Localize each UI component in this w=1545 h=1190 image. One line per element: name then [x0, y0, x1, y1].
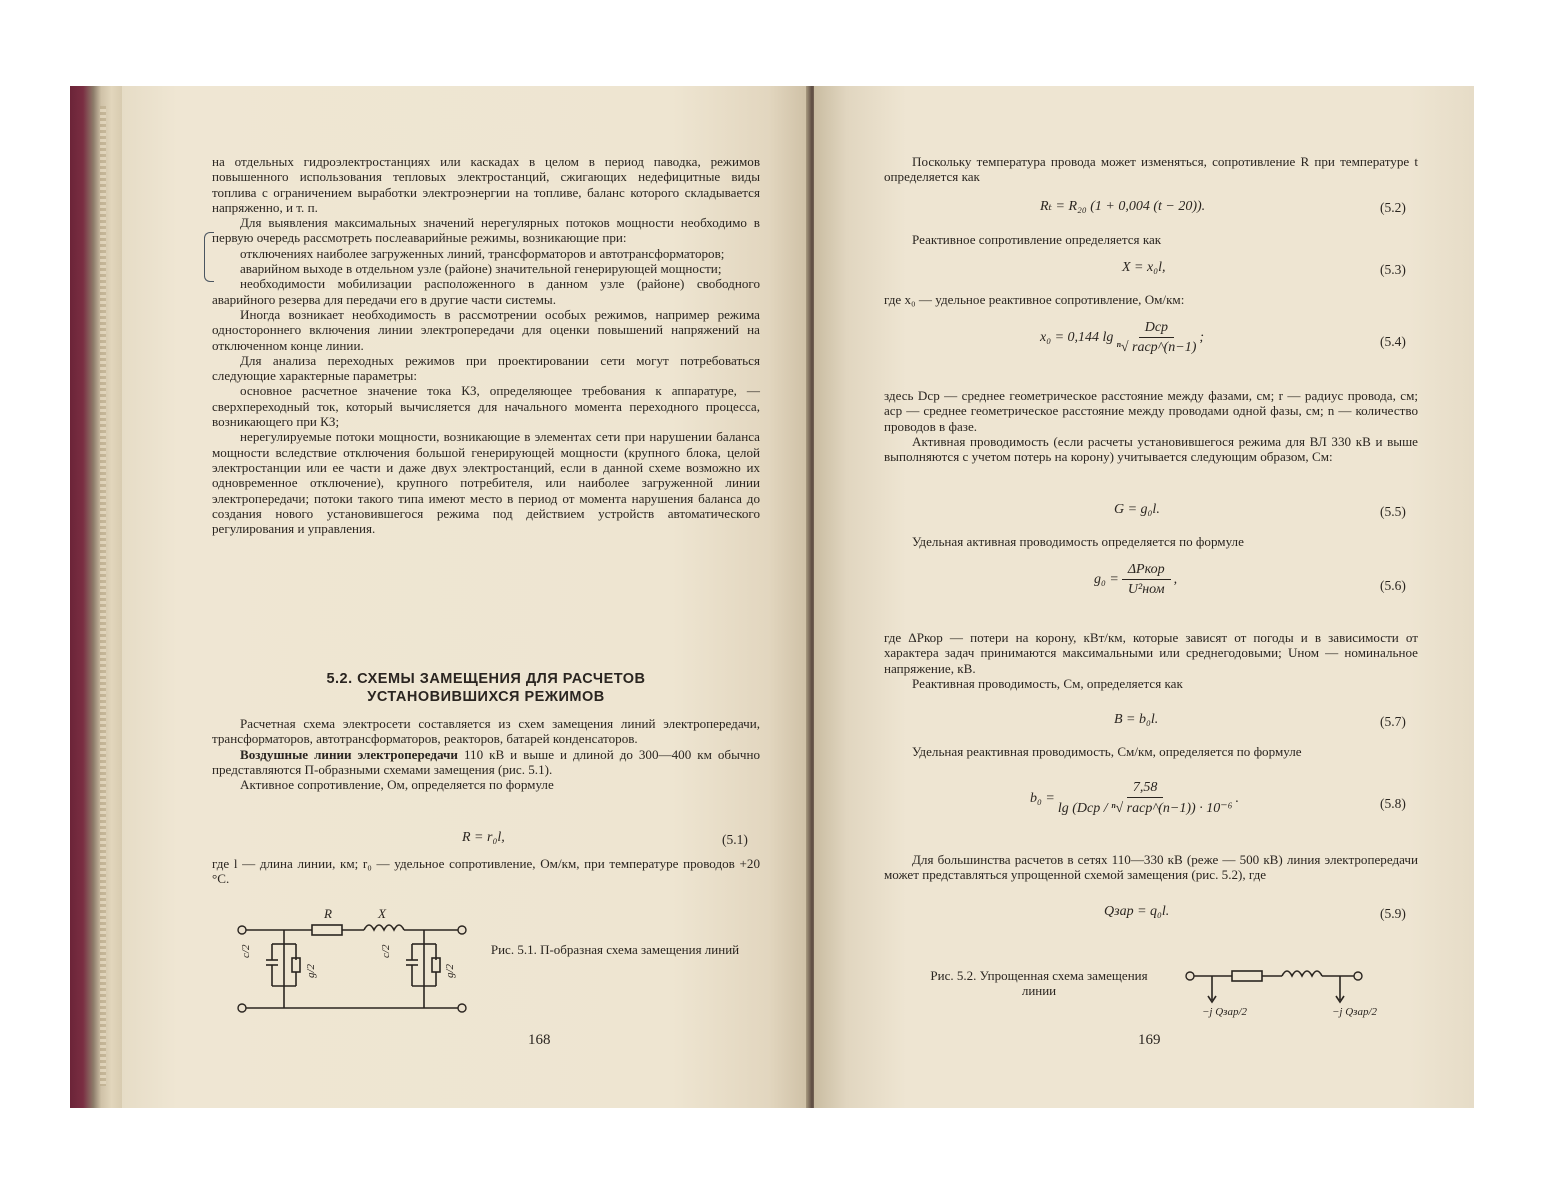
right-page [814, 86, 1474, 1108]
right-para-2: Реактивное сопротивление определяется как [912, 232, 1162, 247]
eqno-5-5: (5.5) [1380, 504, 1406, 519]
right-para-2-block [884, 232, 1418, 247]
left-list-4: основное расчетное значение тока КЗ, определяющее требования к аппаратуре, — сверхпереходный ток, который вычисляется для начального момента переходного процесса, возникающего при КЗ; [212, 383, 760, 430]
formula-5-1: R = r₀l, [462, 830, 505, 845]
formula-5-8-num: 7,58 [1127, 780, 1164, 798]
formula-5-4-num: Dср [1139, 320, 1174, 338]
fig-5-1-label-R: R [324, 906, 332, 921]
eqno-5-6: (5.6) [1380, 578, 1406, 593]
formula-5-8-lhs: b₀ = [1030, 790, 1055, 806]
left-para-6-bold: Воздушные линии электропередачи [240, 746, 458, 762]
left-para-5: Расчетная схема электросети составляется из схем замещения линий электропередачи, трансформаторов, автотрансформаторов, реакторов, батарей конденсаторов. [212, 716, 760, 747]
left-list-3: необходимости мобилизации расположенного в данном узле (районе) свободного аварийного резерва для передачи его в другие части системы. [212, 276, 760, 307]
right-page-number: 169 [1138, 1032, 1161, 1048]
left-page [122, 86, 810, 1108]
formula-5-4-fraction [1116, 320, 1196, 356]
figure-5-1-circuit [222, 906, 482, 1016]
right-para-6-block [884, 534, 1418, 549]
left-list-5: нерегулируемые потоки мощности, возникающие в элементах сети при нарушении баланса мощности вследствие отключения большой генерирующей мощности (крупного блока, целой электростанции или ее части и даже двух электростанций, если в данной схеме возможно их одновременное отключение), крупного потребителя, или наиболее загруженной линии электропередачи; потоки такого типа имеют место в период от момента нарушения баланса до создания нового установившегося режима под действием устройств автоматического регулирования и управления. [212, 429, 760, 537]
right-para-10-block [884, 852, 1418, 883]
fig-5-2-label-left: −j Qзар/2 [1202, 1006, 1248, 1018]
formula-5-6-tail: , [1173, 572, 1178, 587]
formula-5-6-den: U²ном [1127, 582, 1165, 597]
formula-5-6-num: ΔPкор [1122, 562, 1171, 580]
figure-5-1-caption: Рис. 5.1. П-образная схема замещения линий [490, 942, 740, 957]
right-para-3-block [884, 292, 1418, 307]
right-para-10: Для большинства расчетов в сетях 110—330 кВ (реже — 500 кВ) линия электропередачи может представляться упрощенной схемой замещения (рис. 5.2), где [884, 852, 1418, 883]
right-para-4: здесь Dср — среднее геометрическое расстояние между фазами, см; r — радиус провода, см; aср — среднее геометрическое расстояние между проводами одной фазы, см; n — количество проводов в фазе. [884, 388, 1418, 434]
section-heading-line-1: 5.2. СХЕМЫ ЗАМЕЩЕНИЯ ДЛЯ РАСЧЕТОВ [326, 671, 646, 687]
formula-5-8-den: lg (Dср / ⁿ√ rаср^(n−1)) · 10⁻⁶ [1057, 801, 1233, 816]
formula-5-7: B = b₀l. [1114, 712, 1159, 727]
formula-5-5: G = g₀l. [1114, 502, 1160, 517]
fig-5-1-label-c-left: c/2 [240, 944, 252, 958]
eqno-5-8: (5.8) [1380, 796, 1406, 811]
pencil-bracket-mark [204, 232, 214, 282]
right-text-block-3 [884, 630, 1418, 691]
right-para-6: Удельная активная проводимость определяется по формуле [912, 534, 1244, 549]
left-page-number: 168 [528, 1032, 551, 1048]
formula-5-8-tail: . [1235, 790, 1239, 806]
left-para-2: Для выявления максимальных значений нерегулярных потоков мощности необходимо в первую очередь рассмотреть послеаварийные режимы, возникающие при: [212, 215, 760, 246]
right-para-7: где ΔPкор — потери на корону, кВт/км, которые зависят от погоды и в зависимости от характера задач принимаются максимальными или среднегодовыми; Uном — номинальное напряжение, кВ. [884, 630, 1418, 676]
left-intro: на отдельных гидроэлектростанциях или каскадах в целом в период паводка, режимов повышенного использования тепловых электростанций, сжигающих недефицитные виды топлива с ограничением выработки электроэнергии на топливе, баланс которого складывается напряженно, и т. п. [212, 154, 760, 215]
formula-5-2: Rₜ = R₂₀ (1 + 0,004 (t − 20)). [1040, 199, 1206, 214]
formula-5-6 [1094, 562, 1177, 598]
formula-5-8-fraction [1058, 780, 1233, 817]
book-spine-edge [70, 86, 122, 1108]
formula-5-6-fraction [1122, 562, 1171, 598]
left-para-6 [212, 747, 760, 778]
fig-5-1-label-g-right: g/2 [444, 963, 456, 978]
figure-5-2-caption: Рис. 5.2. Упрощенная схема замещения линии [930, 968, 1148, 998]
right-para-9: Удельная реактивная проводимость, См/км, определяется по формуле [912, 744, 1302, 759]
left-list-1: отключениях наиболее загруженных линий, трансформаторов и автотрансформаторов; [240, 245, 725, 261]
formula-5-4 [1040, 320, 1204, 356]
book-scan [70, 86, 1474, 1108]
eqno-5-7: (5.7) [1380, 714, 1406, 729]
fig-5-1-label-c-right: c/2 [380, 944, 392, 958]
formula-5-4-lhs: x₀ = 0,144 lg [1040, 330, 1114, 345]
eqno-5-2: (5.2) [1380, 200, 1406, 215]
section-heading-line-2: УСТАНОВИВШИХСЯ РЕЖИМОВ [367, 689, 605, 705]
fig-5-2-label-right: −j Qзар/2 [1332, 1006, 1378, 1018]
formula-5-3: X = x₀l, [1122, 260, 1166, 275]
left-text-block-2 [212, 716, 760, 792]
eqno-5-1: (5.1) [722, 832, 748, 847]
formula-5-8 [1030, 780, 1239, 817]
right-para-1-block [884, 154, 1418, 185]
fig-5-1-label-g-left: g/2 [305, 963, 317, 978]
eqno-5-9: (5.9) [1380, 906, 1406, 921]
eqno-5-4: (5.4) [1380, 334, 1406, 349]
formula-5-9: Qзар = q₀l. [1104, 904, 1170, 919]
fig-5-1-label-X: X [378, 906, 386, 921]
left-text-block-1 [212, 154, 760, 536]
right-para-3: где x₀ — удельное реактивное сопротивление, Ом/км: [884, 292, 1185, 307]
formula-5-4-tail: ; [1199, 330, 1205, 345]
left-para-7: Активное сопротивление, Ом, определяется по формуле [240, 777, 554, 793]
right-para-9-block [884, 744, 1418, 759]
left-para-3: Иногда возникает необходимость в рассмотрении особых режимов, например режима одностороннего включения линии электропередачи для оценки повышений напряжений на отключенном конце линии. [212, 306, 760, 353]
right-para-1: Поскольку температура провода может изменяться, сопротивление R при температуре t определяется как [884, 154, 1418, 185]
right-para-5: Активная проводимость (если расчеты установившегося режима для ВЛ 330 кВ и выше выполняются с учетом потерь на корону) учитывается следующим образом, См: [884, 433, 1418, 465]
left-list-2: аварийном выходе в отдельном узле (районе) значительной генерирующей мощности; [240, 261, 722, 277]
left-text-block-3 [212, 856, 760, 887]
section-heading [212, 670, 760, 706]
left-para-4: Для анализа переходных режимов при проектировании сети могут потребоваться следующие характерные параметры: [212, 352, 760, 384]
left-para-8: где l — длина линии, км; r₀ — удельное сопротивление, Ом/км, при температуре проводов +20 °С. [212, 856, 760, 887]
formula-5-6-lhs: g₀ = [1094, 572, 1119, 587]
formula-5-4-den: ⁿ√ rаср^(n−1) [1116, 340, 1197, 355]
right-text-block-2 [884, 388, 1418, 464]
right-para-8: Реактивная проводимость, См, определяется как [912, 675, 1183, 691]
eqno-5-3: (5.3) [1380, 262, 1406, 277]
left-para-6-rest: 110 кВ и выше и длиной до 300—400 км обычно представляются П-образными схемами замещения (рис. 5.1). [212, 746, 761, 777]
